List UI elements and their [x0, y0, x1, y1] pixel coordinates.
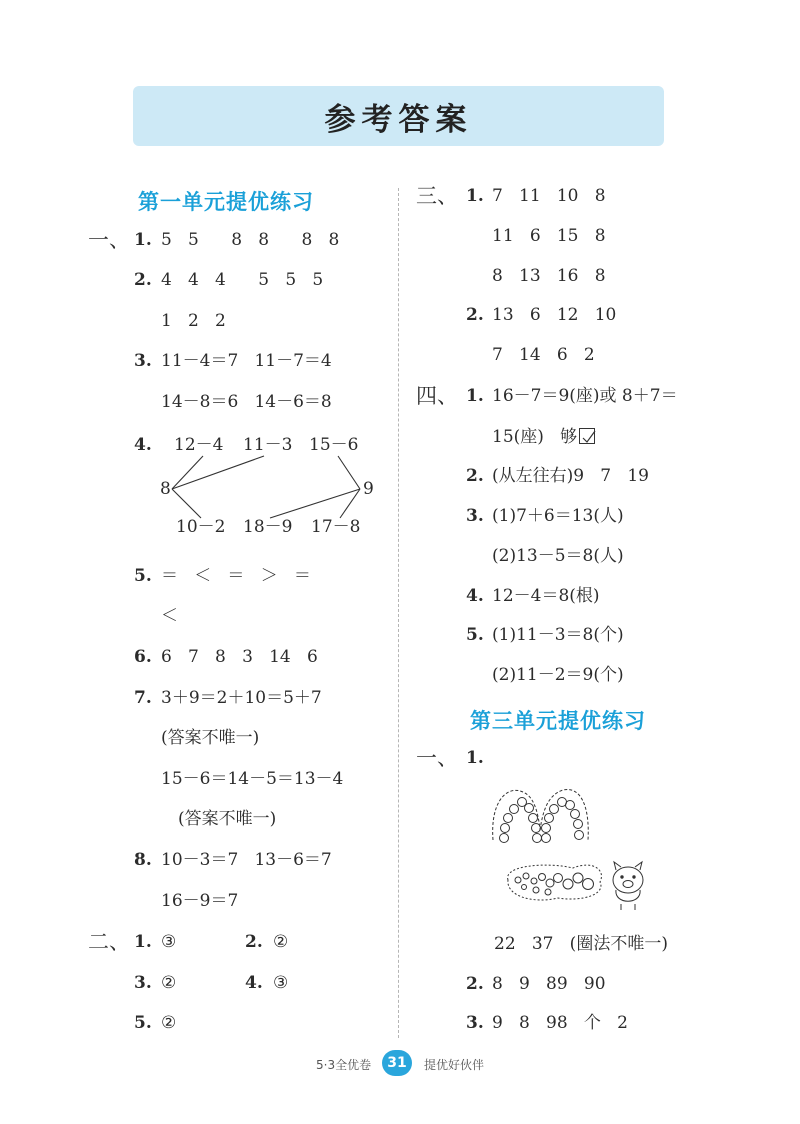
p3-q1-line1: 7 11 10 8: [492, 186, 606, 206]
q3-answer-line1: 11－4＝7 11－7＝4: [161, 351, 332, 371]
q4-number: 4.: [134, 435, 152, 455]
p4-q5-line1: (1)11－3＝8(个): [492, 625, 624, 645]
q8-answer-line1: 10－3＝7 13－6＝7: [161, 850, 332, 870]
dashed-loop-1: [493, 790, 540, 840]
q7-note2: (答案不唯一): [178, 809, 277, 829]
p4-q2-answer: (从左往右)9 7 19: [492, 466, 649, 486]
q4-bottom-2: 18－9: [243, 517, 293, 537]
u3-q2-answer: 8 9 89 90: [492, 974, 606, 994]
p2-q5-number: 5.: [134, 1013, 152, 1033]
q2-number: 2.: [134, 270, 152, 290]
p2-q4-number: 4.: [245, 973, 263, 993]
page-title: 参考答案: [133, 86, 664, 146]
p3-q1-number: 1.: [466, 186, 484, 206]
unit3-part1-marker: 一、: [416, 746, 458, 770]
line-8-to-10-2: [172, 489, 201, 518]
p4-q1-line2-wrap: [492, 428, 595, 446]
p4-q3-number: 3.: [466, 506, 484, 526]
q6-number: 6.: [134, 647, 152, 667]
line-8-to-12-4: [172, 456, 203, 489]
u3-q1-number: 1.: [466, 748, 484, 768]
u3-q1-caption: 22 37 (圈法不唯一): [494, 934, 668, 954]
q2-answer-line2: 1 2 2: [161, 311, 226, 331]
p3-q2-line2: 7 14 6 2: [492, 345, 595, 365]
p2-q2-answer: ②: [273, 932, 289, 952]
p4-q5-line2: (2)11－2＝9(个): [492, 665, 624, 685]
bead-circling-illustration: [488, 780, 658, 920]
q8-number: 8.: [134, 850, 152, 870]
p2-q3-answer: ②: [161, 973, 177, 993]
q1-number: 1.: [134, 230, 152, 250]
q3-number: 3.: [134, 351, 152, 371]
part2-marker: 二、: [88, 930, 130, 954]
q4-top-3: 15－6: [309, 435, 359, 455]
p4-q5-number: 5.: [466, 625, 484, 645]
page-footer: [0, 1050, 800, 1078]
p2-q2-number: 2.: [245, 932, 263, 952]
p4-q1-number: 1.: [466, 386, 484, 406]
p4-q4-number: 4.: [466, 586, 484, 606]
p4-q3-line1: (1)7＋6＝13(人): [492, 506, 624, 526]
q4-right-value: 9: [363, 479, 374, 499]
p4-q3-line2: (2)13－5＝8(人): [492, 546, 624, 566]
p2-q3-number: 3.: [134, 973, 152, 993]
q4-top-2: 11－3: [243, 435, 293, 455]
q5-number: 5.: [134, 566, 152, 586]
u3-q3-answer: 9 8 98 个 2: [492, 1013, 628, 1033]
pig-body: [616, 890, 640, 901]
u3-q3-number: 3.: [466, 1013, 484, 1033]
p2-q4-answer: ③: [273, 973, 289, 993]
p4-q2-number: 2.: [466, 466, 484, 486]
p3-q1-line2: 11 6 15 8: [492, 226, 606, 246]
p2-q1-number: 1.: [134, 932, 152, 952]
p4-q1-line1: 16－7＝9(座)或 8＋7＝: [492, 386, 678, 406]
page-number-badge: 31: [382, 1050, 412, 1076]
line-9-to-17-8: [340, 489, 360, 518]
q7-note1: (答案不唯一): [161, 728, 260, 748]
line-8-to-11-3: [172, 456, 264, 489]
p3-q1-line3: 8 13 16 8: [492, 266, 606, 286]
q4-left-value: 8: [160, 479, 171, 499]
u3-q2-number: 2.: [466, 974, 484, 994]
q7-answer-line2: 15－6＝14－5＝13－4: [161, 769, 344, 789]
p4-q4-answer: 12－4＝8(根): [492, 586, 600, 606]
unit3-heading: 第三单元提优练习: [470, 709, 646, 733]
q5-answer-line1: ＝ ＜ ＝ ＞ ＝: [161, 566, 311, 586]
q7-number: 7.: [134, 688, 152, 708]
bubble-cloud-outline: [508, 865, 602, 900]
q4-bottom-3: 17－8: [311, 517, 361, 537]
p2-q5-answer: ②: [161, 1013, 177, 1033]
unit1-heading: 第一单元提优练习: [138, 190, 314, 214]
q4-bottom-1: 10－2: [176, 517, 226, 537]
part1-marker: 一、: [88, 228, 130, 252]
p3-q2-number: 2.: [466, 305, 484, 325]
p4-q1-line2: 15(座) 够: [492, 427, 578, 447]
q4-top-1: 12－4: [174, 435, 224, 455]
q7-answer-line1: 3＋9＝2＋10＝5＋7: [161, 688, 322, 708]
q6-answer: 6 7 8 3 14 6: [161, 647, 318, 667]
part3-marker: 三、: [416, 184, 458, 208]
line-9-to-18-9: [270, 489, 360, 518]
footer-brand: 5·3全优卷: [316, 1058, 372, 1072]
q3-answer-line2: 14－8＝6 14－6＝8: [161, 392, 332, 412]
p3-q2-line1: 13 6 12 10: [492, 305, 617, 325]
q1-answer: 5 5 8 8 8 8: [161, 230, 340, 250]
p2-q1-answer: ③: [161, 932, 177, 952]
q5-answer-line2: ＜: [161, 606, 178, 626]
q8-answer-line2: 16－9＝7: [161, 891, 239, 911]
checked-box-icon: [579, 428, 595, 444]
line-9-to-15-6: [338, 456, 360, 489]
q2-answer-line1: 4 4 4 5 5 5: [161, 270, 324, 290]
part4-marker: 四、: [416, 384, 458, 408]
footer-slogan: 提优好伙伴: [424, 1058, 485, 1072]
